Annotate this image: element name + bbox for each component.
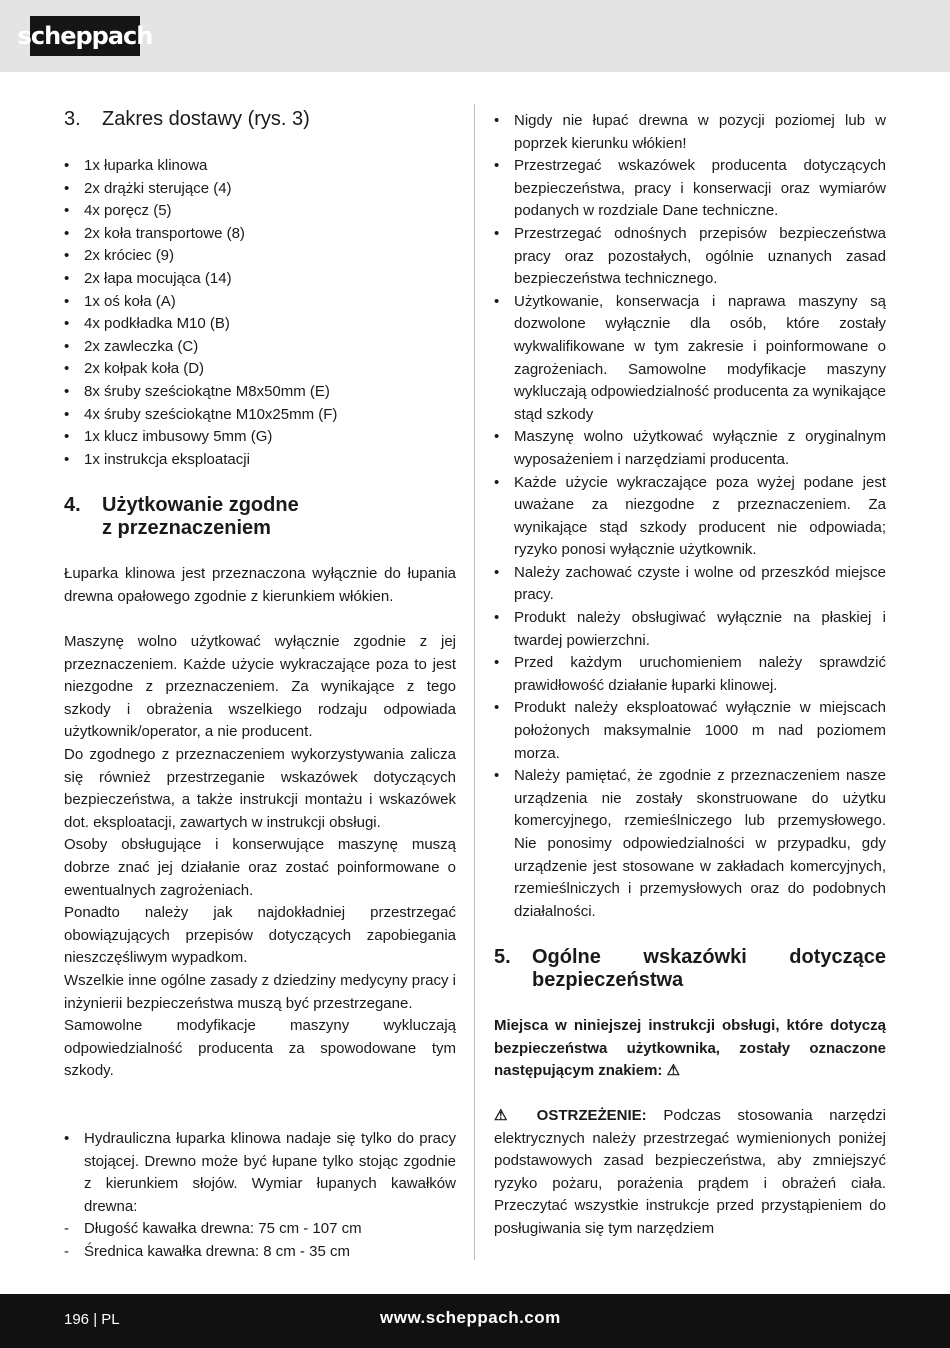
section-number: 3. [64,108,81,130]
list-item: • 2x drążki sterujące (4) [64,179,232,197]
safety-intro: Miejsca w niniejszej instrukcji obsługi, które dotyczą bezpieczeństwa użytkownika, zostały oznaczone następującym znakiem: ⚠ [494,1017,886,1080]
list-item: • Użytkowanie, konserwacja i naprawa maszyny są dozwolone wyłącznie dla osób, które zostały wykwalifikowane w tym zakresie i poinformowane o zagrożeniach. Samowolne modyfikacje maszyny wykluczają odpowiedzialność producenta za wynikające stąd szkody [494,292,886,423]
list-item-text: Produkt należy obsługiwać wyłącznie na płaskiej i twardej powierzchni. [514,609,886,649]
list-item: • Nigdy nie łupać drewna w pozycji poziomej lub w poprzek kierunku włókien! [494,112,886,152]
list-item-text: Długość kawałka drewna: 75 cm - 107 cm [84,1220,362,1238]
list-item: • 1x instrukcja eksploatacji [64,450,250,468]
list-item: • Hydrauliczna łuparka klinowa nadaje się tylko do pracy stojącej. Drewno może być łupane tylko stojąc zgodnie z kierunkiem słojów. Wymiar łupanych kawałków drewna: - Długość kawałka drewna: 75 cm - 107 cm - Średnica kawałka drewna: 8 cm - 35 cm [64,1128,456,1264]
paragraph: Ponadto należy jak najdokładniej przestrzegać obowiązujących przepisów dotyczących zapobiegania nieszczęśliwym wypadkom. [64,904,456,967]
list-item-text: 2x kołpak koła (D) [84,360,205,378]
list-item: • Przestrzegać odnośnych przepisów bezpieczeństwa pracy oraz pozostałych, ogólnie uznanych zasad bezpieczeństwa technicznego. [494,224,886,288]
list-item: • 2x zawleczka (C) [64,337,199,355]
list-item: • 2x kołpak koła (D) [64,360,205,378]
list-item: • 8x śruby sześciokątne M8x50mm (E) [64,382,330,400]
warning-paragraph [494,1105,886,1241]
list-item: • 1x oś koła (A) [64,292,176,310]
list-item: • Należy zachować czyste i wolne od przeszkód miejsce pracy. [494,563,886,604]
list-item-text: Przed każdym uruchomieniem należy sprawdzić prawidłowość działanie łuparki klinowej. [514,654,886,694]
column-divider [474,104,475,1260]
list-item-text: 1x instrukcja eksploatacji [84,450,250,468]
list-item: • Każde użycie wykraczające poza wyżej podane jest uważane za niezgodne z przeznaczeniem. Za wynikające stąd szkody producent nie odpowiada; ryzyko ponosi wyłącznie użytkownik. [494,473,886,559]
list-item-text: Średnica kawałka drewna: 8 cm - 35 cm [84,1242,350,1260]
delivery-scope-list [64,155,456,471]
paragraph: Do zgodnego z przeznaczeniem wykorzystywania zalicza się również przestrzeganie wskazówek dotyczących bezpieczeństwa, a także instrukcji montażu i wskazówek dot. eksploatacji, zawartych w instrukcji obsługi. [64,745,456,831]
list-item-text: 2x drążki sterujące (4) [84,179,232,197]
section-title-line-1: Użytkowanie zgodne [102,494,299,516]
safety-rules-list [494,110,886,923]
list-item-text: 2x łapa mocująca (14) [84,269,232,287]
page-footer [0,1294,950,1348]
intended-use-details [64,631,456,1083]
list-item-text: Produkt należy eksploatować wyłącznie w miejscach położonych maksymalnie 1000 m nad poziomem morza. [514,699,886,762]
list-item: • 4x poręcz (5) [64,202,172,220]
list-item: - Długość kawałka drewna: 75 cm - 107 cm [64,1220,362,1238]
list-item-text: 8x śruby sześciokątne M8x50mm (E) [84,382,330,400]
warning-text: Podczas stosowania narzędzi elektrycznych należy przestrzegać wymienionych poniżej podstawowych zasad bezpieczeństwa, aby zmniejszyć ryzyko pożaru, porażenia prądem i obrażeń ciała. Przeczytać wszystkie instrukcje przed przystąpieniem do posługiwania się tym narzędziem [494,1107,886,1237]
scheppach-logo: scheppach [30,16,140,56]
list-item: • 1x łuparka klinowa [64,157,208,174]
list-item: • 4x śruby sześciokątne M10x25mm (F) [64,405,338,423]
list-item: • Produkt należy obsługiwać wyłącznie na płaskiej i twardej powierzchni. [494,609,886,649]
paragraph: Maszynę wolno użytkować wyłącznie zgodnie z jej przeznaczeniem. Każde użycie wykraczające poza to jest niezgodne z przeznaczeniem. Za wynikające z tego szkody i obrażenia wszelkiego rodzaju odpowiada użytkownik/operator, a nie producent. [64,633,456,741]
list-item: • Maszynę wolno użytkować wyłącznie z oryginalnym wyposażeniem i narzędziami producenta. [494,428,886,468]
list-item-text: Należy zachować czyste i wolne od przeszkód miejsce pracy. [514,563,886,604]
list-item-text: 1x oś koła (A) [84,292,176,310]
list-item-text: Nigdy nie łupać drewna w pozycji poziomej lub w poprzek kierunku włókien! [514,112,886,152]
list-item: • 4x podkładka M10 (B) [64,315,230,333]
list-item: • Przed każdym uruchomieniem należy sprawdzić prawidłowość działanie łuparki klinowej. [494,654,886,694]
website-link[interactable]: www.scheppach.com [380,1308,561,1327]
warning-label: ⚠ OSTRZEŻENIE: [494,1107,647,1124]
list-item: • 2x koła transportowe (8) [64,224,245,242]
section-number: 4. [64,494,81,516]
list-item-text: Użytkowanie, konserwacja i naprawa maszyny są dozwolone wyłącznie dla osób, które zostały wykwalifikowane w tym zakresie i poinformowane o zagrożeniach. Samowolne modyfikacje maszyny wykluczają odpowiedzialność producenta za wynikające stąd szkody [514,292,886,423]
section-title: Zakres dostawy (rys. 3) [102,108,310,130]
list-item-text: Maszynę wolno użytkować wyłącznie z oryginalnym wyposażeniem i narzędziami producenta. [514,428,886,468]
list-item: - Średnica kawałka drewna: 8 cm - 35 cm [64,1242,350,1260]
paragraph: Osoby obsługujące i konserwujące maszynę muszą dobrze znać jej działanie oraz zostać poinformowane o ewentualnych zagrożeniach. [64,836,456,899]
wood-size-list [64,1218,456,1263]
list-item-text: Przestrzegać wskazówek producenta dotyczących bezpieczeństwa, pracy i konserwacji oraz wymiarów podanych w rozdziale Dane techniczne. [514,157,886,220]
list-item-text: 4x śruby sześciokątne M10x25mm (F) [84,405,338,423]
list-item-text: 2x koła transportowe (8) [84,224,245,242]
work-position-list [64,1128,456,1264]
list-item-text: 4x poręcz (5) [84,202,172,220]
section-title [102,494,456,540]
paragraph: Wszelkie inne ogólne zasady z dziedziny medycyny pracy i inżynierii bezpieczeństwa muszą być przestrzegane. [64,971,456,1012]
page-header [0,0,950,72]
list-item-text: Każde użycie wykraczające poza wyżej podane jest uważane za niezgodne z przeznaczeniem. Za wynikające stąd szkody producent nie odpowiada; ryzyko ponosi wyłącznie użytkownik. [514,473,886,559]
list-item-text: 2x króciec (9) [84,247,175,265]
paragraph: Samowolne modyfikacje maszyny wykluczają odpowiedzialność producenta za spowodowane tym szkody. [64,1017,456,1080]
list-item-text: 1x łuparka klinowa [84,157,208,174]
list-item: • 2x króciec (9) [64,247,175,265]
section-title: Ogólne wskazówki dotyczące bezpieczeństwa [532,946,886,991]
list-item-text: Należy pamiętać, że zgodnie z przeznaczeniem nasze urządzenia nie zostały skonstruowane do użytku komercyjnego, rzemieślniczego lub przemysłowego. Nie ponosimy odpowiedzialności w przypadku, gdy urządzenie jest stosowane w zakładach komercyjnych, rzemieślniczych i przemysłowych oraz do podobnych działalności. [514,767,886,920]
intended-use-paragraph: Łuparka klinowa jest przeznaczona wyłącznie do łupania drewna opałowego zgodnie z kierunkiem włókien. [64,565,456,605]
list-item-text: 2x zawleczka (C) [84,337,199,355]
list-item-text: Hydrauliczna łuparka klinowa nadaje się tylko do pracy stojącej. Drewno może być łupane tylko stojąc zgodnie z kierunkiem słojów. Wymiar łupanych kawałków drewna: [84,1130,456,1215]
page-number: 196 | PL [64,1311,120,1328]
list-item: • 1x klucz imbusowy 5mm (G) [64,428,273,446]
section-number: 5. [494,946,511,968]
list-item-text: 1x klucz imbusowy 5mm (G) [84,428,273,446]
list-item: • Przestrzegać wskazówek producenta dotyczących bezpieczeństwa, pracy i konserwacji oraz wymiarów podanych w rozdziale Dane techniczne. [494,157,886,220]
list-item: • Należy pamiętać, że zgodnie z przeznaczeniem nasze urządzenia nie zostały skonstruowane do użytku komercyjnego, rzemieślniczego lub przemysłowego. Nie ponosimy odpowiedzialności w przypadku, gdy urządzenie jest stosowane w zakładach komercyjnych, rzemieślniczych i przemysłowych oraz do podobnych działalności. [494,767,886,920]
list-item: • 2x łapa mocująca (14) [64,269,232,287]
list-item: • Produkt należy eksploatować wyłącznie w miejscach położonych maksymalnie 1000 m nad poziomem morza. [494,699,886,762]
list-item-text: Przestrzegać odnośnych przepisów bezpieczeństwa pracy oraz pozostałych, ogólnie uznanych zasad bezpieczeństwa technicznego. [514,224,886,288]
section-title-line-2: z przeznaczeniem [102,517,271,539]
list-item-text: 4x podkładka M10 (B) [84,315,230,333]
